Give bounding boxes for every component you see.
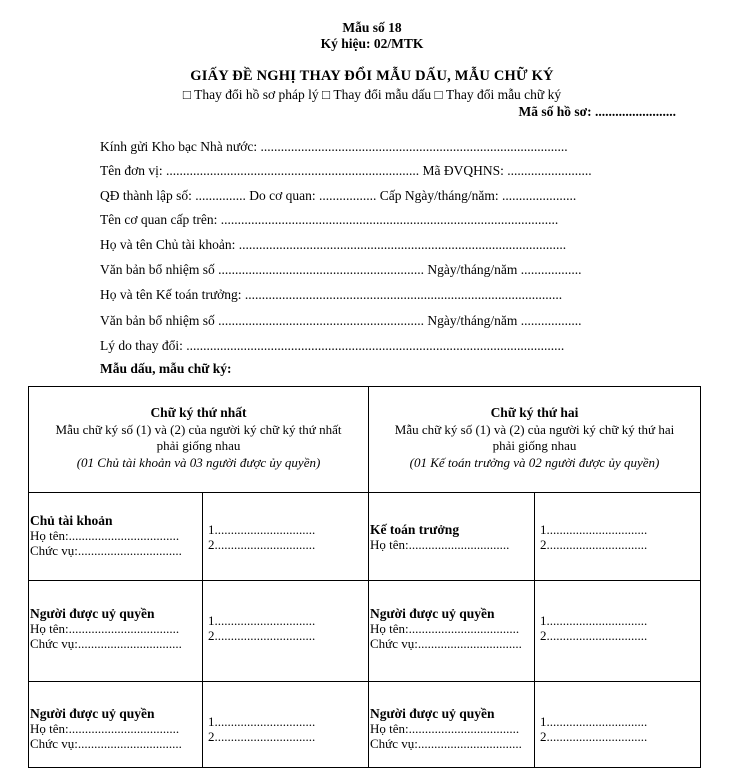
field-establishment: QĐ thành lập số: ............... Do cơ quan: ................. Cấp Ngày/tháng/năm: ...................... [100, 188, 577, 203]
signature-line-2: 2............................... [540, 729, 648, 744]
field-account-owner: Họ và tên Chủ tài khoản: ................................................................................................. [100, 237, 567, 252]
form-symbol: Ký hiệu: 02/MTK [320, 36, 424, 51]
signature-cell [535, 581, 701, 682]
field-recipient: Kính gửi Kho bạc Nhà nước: ........................................................................................... [100, 139, 568, 154]
signature-line-2: 2............................... [540, 628, 648, 643]
table-row [29, 581, 701, 682]
first-signature-header [29, 387, 369, 493]
signature-cell [203, 581, 369, 682]
document-title: GIẤY ĐỀ NGHỊ THAY ĐỔI MẪU DẤU, MẪU CHỮ KÝ [190, 68, 554, 84]
position-line: Chức vụ:................................ [30, 636, 182, 651]
signature-line-1: 1............................... [540, 613, 648, 628]
role-label: Chủ tài khoản [30, 513, 113, 528]
form-number: Mẫu số 18 [342, 20, 402, 35]
position-line: Chức vụ:................................ [30, 543, 182, 558]
signature-line-2: 2............................... [208, 628, 316, 643]
field-appointment-1: Văn bản bổ nhiệm số ............................................................. Ngày/tháng/năm .................. [100, 262, 582, 277]
signature-line-1: 1............................... [540, 714, 648, 729]
signature-line-1: 1............................... [540, 522, 648, 537]
signature-line-1: 1............................... [208, 714, 316, 729]
change-options: □ Thay đổi hồ sơ pháp lý □ Thay đổi mẫu dấu □ Thay đổi mẫu chữ ký [182, 87, 562, 102]
name-line: Họ tên:.................................. [30, 528, 180, 543]
signature-cell [535, 682, 701, 768]
signature-line-1: 1............................... [208, 522, 316, 537]
position-line: Chức vụ:................................ [370, 736, 522, 751]
name-line: Họ tên:.................................. [30, 721, 180, 736]
signature-cell [203, 493, 369, 581]
role-label: Người được uỷ quyền [370, 706, 495, 721]
field-change-reason: Lý do thay đổi: ................................................................................................................ [100, 338, 565, 353]
role-label: Kế toán trưởng [370, 522, 460, 537]
signature-cell [535, 493, 701, 581]
second-signature-header [369, 387, 701, 493]
second-signature-note: (01 Kế toán trưởng và 02 người được ủy quyền) [409, 454, 660, 470]
authorized-person-cell [369, 682, 535, 768]
name-line: Họ tên:.................................. [370, 621, 520, 636]
signature-line-2: 2............................... [208, 729, 316, 744]
name-line: Họ tên:.................................. [30, 621, 180, 636]
field-appointment-2: Văn bản bổ nhiệm số ............................................................. Ngày/tháng/năm .................. [100, 313, 582, 328]
field-chief-accountant: Họ và tên Kế toán trưởng: .............................................................................................. [100, 287, 563, 302]
name-line: Họ tên:.................................. [370, 721, 520, 736]
role-label: Người được uỷ quyền [370, 606, 495, 621]
first-signature-desc-cont: phải giống nhau [156, 438, 241, 453]
second-signature-desc: Mẫu chữ ký số (1) và (2) của người ký chữ ký thứ hai [394, 421, 675, 437]
table-row [29, 493, 701, 581]
table-row [29, 682, 701, 768]
authorized-person-cell [29, 581, 203, 682]
name-line: Họ tên:............................... [370, 537, 510, 552]
authorized-person-cell [369, 581, 535, 682]
signature-line-2: 2............................... [540, 537, 648, 552]
role-label: Người được uỷ quyền [30, 606, 155, 621]
first-signature-title: Chữ ký thứ nhất [150, 405, 247, 420]
signature-cell [203, 682, 369, 768]
first-signature-note: (01 Chủ tài khoản và 03 người được ủy quyền) [76, 454, 321, 470]
signature-table [28, 386, 701, 768]
chief-accountant-cell [369, 493, 535, 581]
field-superior-agency: Tên cơ quan cấp trên: .................................................................................................... [100, 212, 559, 227]
account-owner-cell [29, 493, 203, 581]
role-label: Người được uỷ quyền [30, 706, 155, 721]
authorized-person-cell [29, 682, 203, 768]
section-title: Mẫu dấu, mẫu chữ ký: [100, 361, 232, 376]
signature-line-1: 1............................... [208, 613, 316, 628]
file-code: Mã số hồ sơ: ........................ [518, 104, 676, 119]
position-line: Chức vụ:................................ [30, 736, 182, 751]
signature-line-2: 2............................... [208, 537, 316, 552]
first-signature-desc: Mẫu chữ ký số (1) và (2) của người ký chữ ký thứ nhất [55, 421, 342, 437]
field-unit-name: Tên đơn vị: ........................................................................... Mã ĐVQHNS: ......................... [100, 163, 592, 178]
second-signature-title: Chữ ký thứ hai [490, 405, 579, 420]
position-line: Chức vụ:................................ [370, 636, 522, 651]
second-signature-desc-cont: phải giống nhau [492, 438, 577, 453]
